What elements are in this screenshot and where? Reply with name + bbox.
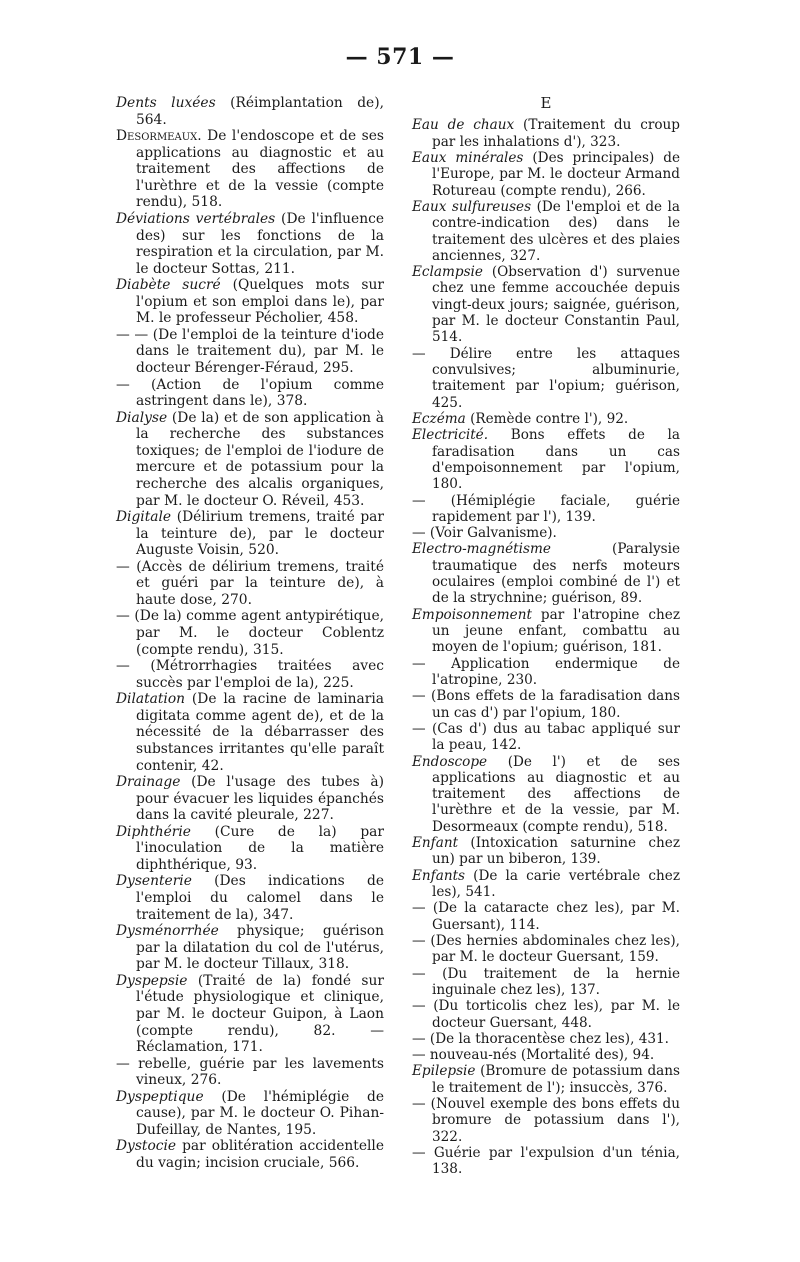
index-term: Enfant: [412, 835, 459, 852]
index-entry: [116, 95, 384, 128]
index-term: Déviations vertébrales: [116, 210, 276, 227]
index-text: — Guérie par l'expulsion d'un ténia, 138.: [412, 1145, 680, 1178]
index-text: — (Des hernies abdominales chez les), par M. le docteur Guersant, 159.: [412, 932, 680, 966]
index-term: Diabète sucré: [116, 277, 221, 294]
index-term: Dysménorrhée: [116, 923, 219, 940]
index-entry: [412, 868, 680, 901]
page-number: — 571 —: [345, 44, 455, 70]
index-text: (De l'influence des) sur les fonctions de la respiration et la circulation, par M. le docteur Sottas, 211.: [136, 210, 384, 277]
index-entry: [116, 559, 384, 609]
index-term: Diphthérie: [116, 823, 191, 840]
index-text: — (Cas d') dus au tabac appliqué sur la peau, 142.: [412, 720, 680, 754]
index-text: — (Du torticolis chez les), par M. le docteur Guersant, 448.: [412, 998, 680, 1031]
index-entry: [412, 656, 680, 689]
index-text: (De l'emploi et de la contre-indication des) dans le traitement des ulcères et des plaies anciennes, 327.: [432, 198, 680, 264]
index-text: (Des principales) de l'Europe, par M. le docteur Armand Rotureau (compte rendu), 266.: [432, 149, 680, 199]
index-term: Dialyse: [116, 409, 168, 426]
index-entry: [412, 427, 680, 492]
index-entry: [116, 608, 384, 658]
index-entry: [116, 774, 384, 824]
index-text: — (Action de l'opium comme astringent dans le), 378.: [116, 376, 384, 410]
index-term: Desormeaux.: [116, 128, 202, 145]
index-entry: [116, 1056, 384, 1089]
index-entry: [412, 688, 680, 721]
index-term: Empoisonnement: [412, 606, 532, 623]
index-term: Epilepsie: [412, 1063, 476, 1080]
index-entry: [412, 966, 680, 999]
index-text: — — (De l'emploi de la teinture d'iode dans le traitement du), par M. le docteur Bérenger-Féraud, 295.: [116, 326, 384, 376]
index-text: (De la) et de son application à la recherche des substances toxiques; de l'emploi de l'iodure de mercure et de potassium pour la recherche des alcalis organiques, par M. le docteur O. Réveil, 453.: [136, 409, 384, 509]
index-text: (De l'usage des tubes à) pour évacuer les liquides épanchés dans la cavité pleurale, 227.: [136, 774, 384, 824]
index-entry: [412, 1096, 680, 1145]
index-text: (De la carie vertébrale chez les), 541.: [432, 867, 680, 900]
index-text: (De la racine de laminaria digitata comme agent de), et de la nécessité de la débarrasser des substances irritantes qu'elle paraît contenir, 42.: [136, 691, 384, 774]
index-text: (Bromure de potassium dans le traitement de l'); insuccès, 376.: [432, 1063, 680, 1096]
index-entry: [412, 1063, 680, 1096]
index-entry: [116, 873, 384, 923]
index-entry: [412, 835, 680, 868]
index-term: Dystocie: [116, 1138, 177, 1155]
index-entry: [412, 199, 680, 264]
index-entry: [412, 1031, 680, 1047]
index-term: Endoscope: [412, 753, 488, 770]
index-text: — (Nouvel exemple des bons effets du bromure de potassium dans l'), 322.: [412, 1096, 680, 1145]
index-entry: [412, 525, 680, 541]
index-text: (Intoxication saturnine chez un) par un biberon, 139.: [432, 835, 680, 868]
index-entry: [412, 754, 680, 836]
index-text: (Traité de la) fondé sur l'étude physiologique et clinique, par M. le docteur Guipon, à Laon (compte rendu), 82. — Réclamation, 171.: [136, 972, 384, 1056]
index-text: — nouveau-nés (Mortalité des), 94.: [412, 1047, 655, 1064]
index-term: Electro-magnétisme: [412, 541, 551, 558]
index-text: (Observation d') survenue chez une femme accouchée depuis vingt-deux jours; saignée, guérison, par M. le docteur Constantin Paul, 514.: [432, 264, 680, 346]
index-term: Dysenterie: [116, 873, 192, 890]
index-text: (Quelques mots sur l'opium et son emploi dans le), par M. le professeur Pécholier, 458.: [136, 277, 384, 327]
index-text: (Des indications de l'emploi du calomel dans le traitement de la), 347.: [136, 873, 384, 923]
index-text: (Traitement du croup par les inhalations d'), 323.: [432, 117, 680, 150]
index-text: — (Du traitement de la hernie inguinale chez les), 137.: [412, 965, 680, 998]
index-entry: [412, 493, 680, 526]
index-term: Dilatation: [116, 691, 186, 708]
index-term: Digitale: [116, 509, 172, 526]
index-entry: [116, 1138, 384, 1171]
index-term: Eaux sulfureuses: [412, 198, 532, 215]
index-text: physique; guérison par la dilatation du col de l'utérus, par M. le docteur Tillaux, 318.: [136, 923, 384, 973]
index-entry: [116, 1089, 384, 1139]
index-entry: [412, 346, 680, 411]
index-text: — (Hémiplégie faciale, guérie rapidement par l'), 139.: [412, 492, 680, 525]
index-entry: [116, 691, 384, 774]
index-text: — (Accès de délirium tremens, traité et guéri par la teinture de), à haute dose, 270.: [116, 558, 384, 608]
index-entry: [412, 933, 680, 966]
index-text: — (Bons effets de la faradisation dans un cas d') par l'opium, 180.: [412, 688, 680, 721]
index-entry: [412, 1047, 680, 1063]
index-entry: [116, 377, 384, 410]
index-entry: [116, 277, 384, 327]
index-text: Bons effets de la faradisation dans un cas d'empoisonnement par l'opium, 180.: [432, 427, 680, 493]
index-text: (Paralysie traumatique des nerfs moteurs oculaires (emploi combiné de l') et de la strychnine; guérison, 89.: [432, 541, 680, 607]
index-term: Dents luxées: [116, 95, 216, 111]
section-letter-heading: E: [540, 94, 552, 112]
index-entry: [116, 973, 384, 1056]
index-entry: [412, 264, 680, 346]
index-entry: [116, 658, 384, 691]
index-text: (Remède contre l'), 92.: [465, 410, 629, 427]
index-entry: [116, 509, 384, 559]
index-text: — (De la cataracte chez les), par M. Guersant), 114.: [412, 900, 680, 933]
index-term: Electricité.: [412, 427, 489, 444]
index-text: — (Voir Galvanisme).: [412, 525, 557, 542]
index-entry: [116, 410, 384, 509]
index-term: Enfants: [412, 867, 466, 884]
index-entry: [412, 150, 680, 199]
index-text: (Réimplantation de), 564.: [136, 95, 384, 128]
index-entry: [412, 411, 680, 427]
index-text: (De l'hémiplégie de cause), par M. le docteur O. Pihan-Dufeillay, de Nantes, 195.: [136, 1088, 384, 1138]
index-term: Drainage: [116, 774, 181, 791]
index-entry: [412, 721, 680, 754]
index-text: — (De la thoracentèse chez les), 431.: [412, 1030, 670, 1047]
index-entry: [412, 998, 680, 1031]
index-term: Eclampsie: [412, 264, 483, 281]
index-entry: [412, 900, 680, 933]
right-column: [412, 95, 680, 1178]
index-entry: [412, 541, 680, 606]
index-text: (Délirium tremens, traité par la teinture de), par le docteur Auguste Voisin, 520.: [136, 509, 384, 559]
index-text: De l'endoscope et de ses applications au diagnostic et au traitement des affections de l'urèthre et de la vessie (compte rendu), 518.: [136, 128, 384, 211]
index-entry: [116, 211, 384, 277]
index-text: par oblitération accidentelle du vagin; incision cruciale, 566.: [136, 1138, 384, 1171]
index-text: — Délire entre les attaques convulsives; albuminurie, traitement par l'opium; guérison, 425.: [412, 345, 680, 411]
index-text: (Cure de la) par l'inoculation de la matière diphthérique, 93.: [136, 823, 384, 873]
index-text: — (Métrorrhagies traitées avec succès par l'emploi de la), 225.: [116, 658, 384, 691]
index-entry: [116, 923, 384, 973]
index-text: — rebelle, guérie par les lavements vineux, 276.: [116, 1055, 384, 1089]
index-term: Eczéma: [412, 410, 466, 427]
index-entry: [412, 607, 680, 656]
index-term: Dyspepsie: [116, 972, 188, 989]
index-entry: [116, 128, 384, 211]
index-entry: [412, 117, 680, 150]
index-term: Eaux minérales: [412, 149, 524, 166]
left-column: [116, 95, 384, 1172]
index-text: (De l') et de ses applications au diagnostic et au traitement des affections de l'urèthre et de la vessie, par M. Desormeaux (compte rendu), 518.: [432, 753, 680, 835]
index-term: Dyspeptique: [116, 1088, 204, 1105]
index-text: par l'atropine chez un jeune enfant, combattu au moyen de l'opium; guérison, 181.: [432, 606, 680, 656]
index-entry: [116, 327, 384, 377]
index-entry: [116, 824, 384, 874]
index-term: Eau de chaux: [412, 117, 515, 134]
index-text: — Application endermique de l'atropine, 230.: [412, 655, 680, 688]
index-entry: [412, 1145, 680, 1178]
index-text: — (De la) comme agent antypirétique, par M. le docteur Coblentz (compte rendu), 315.: [116, 608, 384, 658]
